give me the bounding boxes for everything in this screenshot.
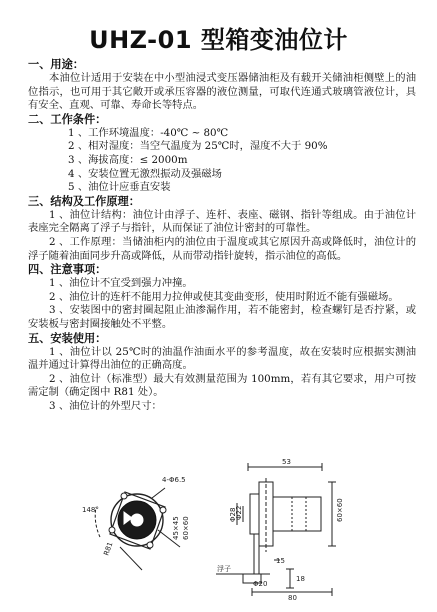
usage-paragraph: 本油位计适用于安装在中小型油浸式变压器储油柜及有载开关储油柜侧壁上的油位指示，也可用于其它敞开或承压容器的液位测量，可取代连通式玻璃管液位计，具有安全、直观、可靠、寿命长等特点。	[28, 72, 416, 112]
section-install-heading: 五、安装使用：	[28, 331, 107, 345]
condition-item: 1 、工作环境温度：-40℃ ~ 80℃	[68, 126, 229, 139]
section-usage-heading: 一、用途：	[28, 58, 84, 71]
label-dia-28: Φ28	[229, 507, 237, 522]
condition-item: 4 、安装位置无激烈振动及强磁场	[68, 167, 222, 180]
label-dim-15: 15	[276, 557, 285, 565]
install-paragraph: 1 、油位计以 25℃时的油温作油面水平的参考温度，故在安装时应根据实测油温并通过计算得出油位的正确高度。	[28, 345, 416, 372]
structure-paragraph: 1 、油位计结构：油位计由浮子、连杆、表座、磁钢、指针等组成。由于油位计表座完全隔离了浮子与指针，从而保证了油位计密封的可靠性。	[28, 208, 416, 235]
condition-item: 5 、油位计应垂直安装	[68, 181, 171, 194]
gauge-front-view	[95, 488, 180, 570]
note-paragraph: 1 、油位计不宜受到强力冲撞。	[49, 277, 193, 290]
label-dia-22: Φ22	[235, 505, 243, 520]
note-paragraph: 2 、油位计的连杆不能用力拉伸或使其变曲变形，使用时附近不能有强磁场。	[49, 290, 399, 303]
document-body	[28, 58, 416, 413]
label-dim-80: 80	[288, 594, 297, 602]
condition-item: 3 、海拔高度：≤ 2000m	[68, 153, 188, 166]
condition-item: 2 、相对湿度：当空气温度为 25℃时，湿度不大于 90%	[68, 140, 328, 153]
note-paragraph: 3 、安装图中的密封圈起阻止油渗漏作用，若不能密封，检查螺钉是否拧紧，或安装板与密封圈接触处不平整。	[28, 304, 416, 330]
install-paragraph: 3 、油位计的外型尺寸：	[49, 399, 162, 412]
section-notes-heading: 四、注意事项：	[28, 263, 107, 277]
label-flange-45: 45×45	[172, 516, 180, 540]
label-radius: R81	[102, 540, 115, 557]
principle-paragraph: 2 、工作原理：当储油柜内的油位由于温度或其它原因升高或降低时，油位计的浮子随着油面同步升高或降低，从而带动指针旋转，指示油位的高低。	[28, 235, 416, 262]
label-dim-53: 53	[282, 458, 291, 466]
label-angle: 148°	[82, 506, 99, 514]
gauge-side-view	[216, 463, 336, 596]
section-structure-heading: 三、结构及工作原理：	[28, 194, 140, 208]
label-flange-60: 60×60	[182, 516, 190, 540]
label-dia-20: Φ20	[253, 580, 268, 588]
document-title: UHZ-01 型箱变油位计	[89, 26, 348, 54]
install-paragraph: 2 、油位计（标准型）最大有效测量范围为 100mm，若有其它要求，用户可按需定制（确定图中 R81 处）。	[28, 372, 416, 399]
label-holes: 4-Φ6.5	[162, 476, 186, 484]
label-dim-60x60: 60×60	[336, 498, 344, 522]
label-dim-18: 18	[296, 575, 305, 583]
label-float: 浮子	[217, 565, 231, 573]
section-conditions-heading: 二、工作条件：	[28, 112, 107, 126]
dimension-drawing	[80, 452, 420, 602]
